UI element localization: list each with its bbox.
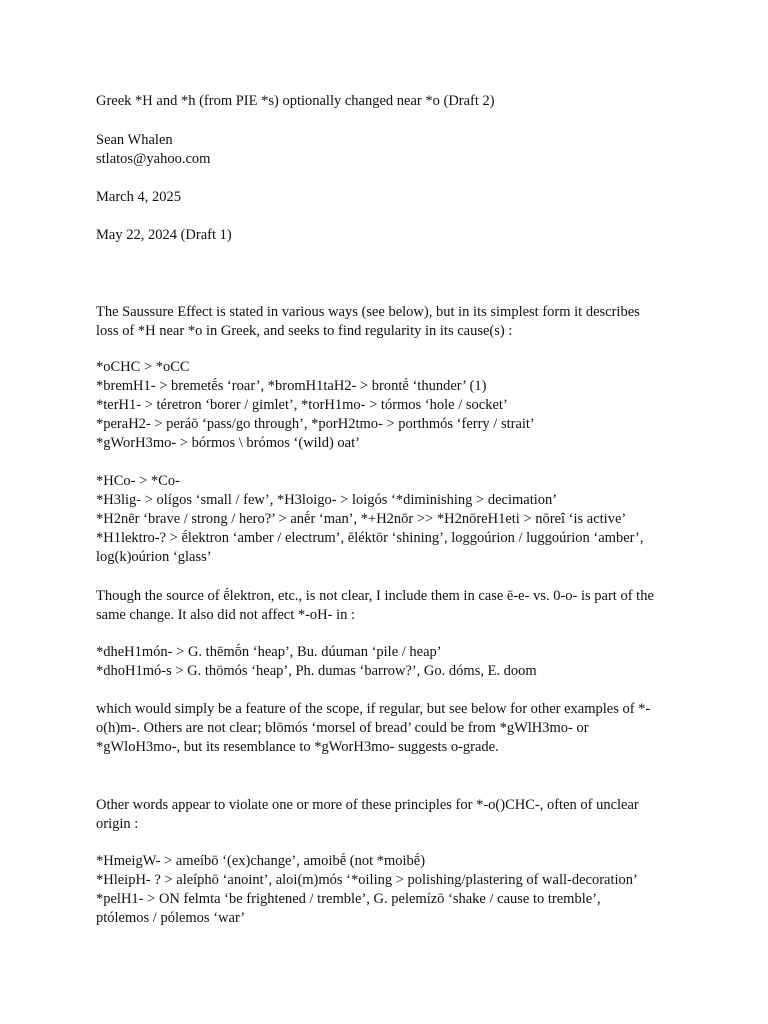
intro-line-1: The Saussure Effect is stated in various ways (see below), but in its simplest form it describes — [96, 304, 640, 320]
section3-line: *dhoH1mó-s > G. thōmós ‘heap’, Ph. dumas ‘barrow?’, Go. dóms, E. doom — [96, 663, 537, 679]
draft-note: May 22, 2024 (Draft 1) — [96, 227, 232, 243]
document-title: Greek *H and *h (from PIE *s) optionally changed near *o (Draft 2) — [96, 93, 495, 109]
author-email: stlatos@yahoo.com — [96, 151, 211, 167]
section1-line: *peraH2- > peráō ‘pass/go through’, *porH2tmo- > porthmós ‘ferry / strait’ — [96, 416, 535, 432]
paragraph-4-line: Other words appear to violate one or more of these principles for *-o()CHC-, often of unclear — [96, 797, 639, 813]
section1-line: *gWorH3mo- > bórmos \ brómos ‘(wild) oat’ — [96, 435, 360, 451]
section1-heading: *oCHC > *oCC — [96, 359, 190, 375]
section2-line: *H3lig- > olígos ‘small / few’, *H3loigo- > loigós ‘*diminishing > decimation’ — [96, 492, 558, 508]
section2-line: *H1lektro-? > ḗlektron ‘amber / electrum’, ēléktōr ‘shining’, loggoúrion / luggoúrion ‘amber’, — [96, 530, 644, 546]
document-date: March 4, 2025 — [96, 189, 181, 205]
section1-line: *terH1- > téretron ‘borer / gimlet’, *torH1mo- > tórmos ‘hole / socket’ — [96, 397, 508, 413]
section4-line: *pelH1- > ON felmta ‘be frightened / tremble’, G. pelemízō ‘shake / cause to tremble’, — [96, 891, 601, 907]
paragraph-4-line: origin : — [96, 816, 139, 832]
section2-line: *H2nēr ‘brave / strong / hero?’ > anḗr ‘man’, *+H2nōr >> *H2nōreH1eti > nōreî ‘is active’ — [96, 511, 627, 527]
paragraph-2-line: Though the source of ḗlektron, etc., is not clear, I include them in case ē-e- vs. 0-o- is part of the — [96, 588, 654, 604]
intro-line-2: loss of *H near *o in Greek, and seeks to find regularity in its cause(s) : — [96, 323, 513, 339]
section2-heading: *HCo- > *Co- — [96, 473, 180, 489]
section1-line: *bremH1- > bremetḗs ‘roar’, *bromH1taH2- > brontḗ ‘thunder’ (1) — [96, 378, 487, 394]
paragraph-3-line: which would simply be a feature of the scope, if regular, but see below for other examples of *- — [96, 701, 651, 717]
section3-line: *dheH1món- > G. thēmṓn ‘heap’, Bu. dúuman ‘pile / heap’ — [96, 644, 442, 660]
section2-line: log(k)oúrion ‘glass’ — [96, 549, 212, 565]
section4-line: *HmeigW- > ameíbō ‘(ex)change’, amoibḗ (not *moibḗ) — [96, 853, 426, 869]
paragraph-3-line: *gWloH3mo-, but its resemblance to *gWorH3mo- suggests o-grade. — [96, 739, 499, 755]
section4-line: ptólemos / pólemos ‘war’ — [96, 910, 246, 926]
paragraph-2-line: same change. It also did not affect *-oH- in : — [96, 607, 356, 623]
author-name: Sean Whalen — [96, 132, 173, 148]
section4-line: *HleipH- ? > aleíphō ‘anoint’, aloi(m)mós ‘*oiling > polishing/plastering of wall-decoration’ — [96, 872, 638, 888]
paragraph-3-line: o(h)m-. Others are not clear; blōmós ‘morsel of bread’ could be from *gWlH3mo- or — [96, 720, 589, 736]
